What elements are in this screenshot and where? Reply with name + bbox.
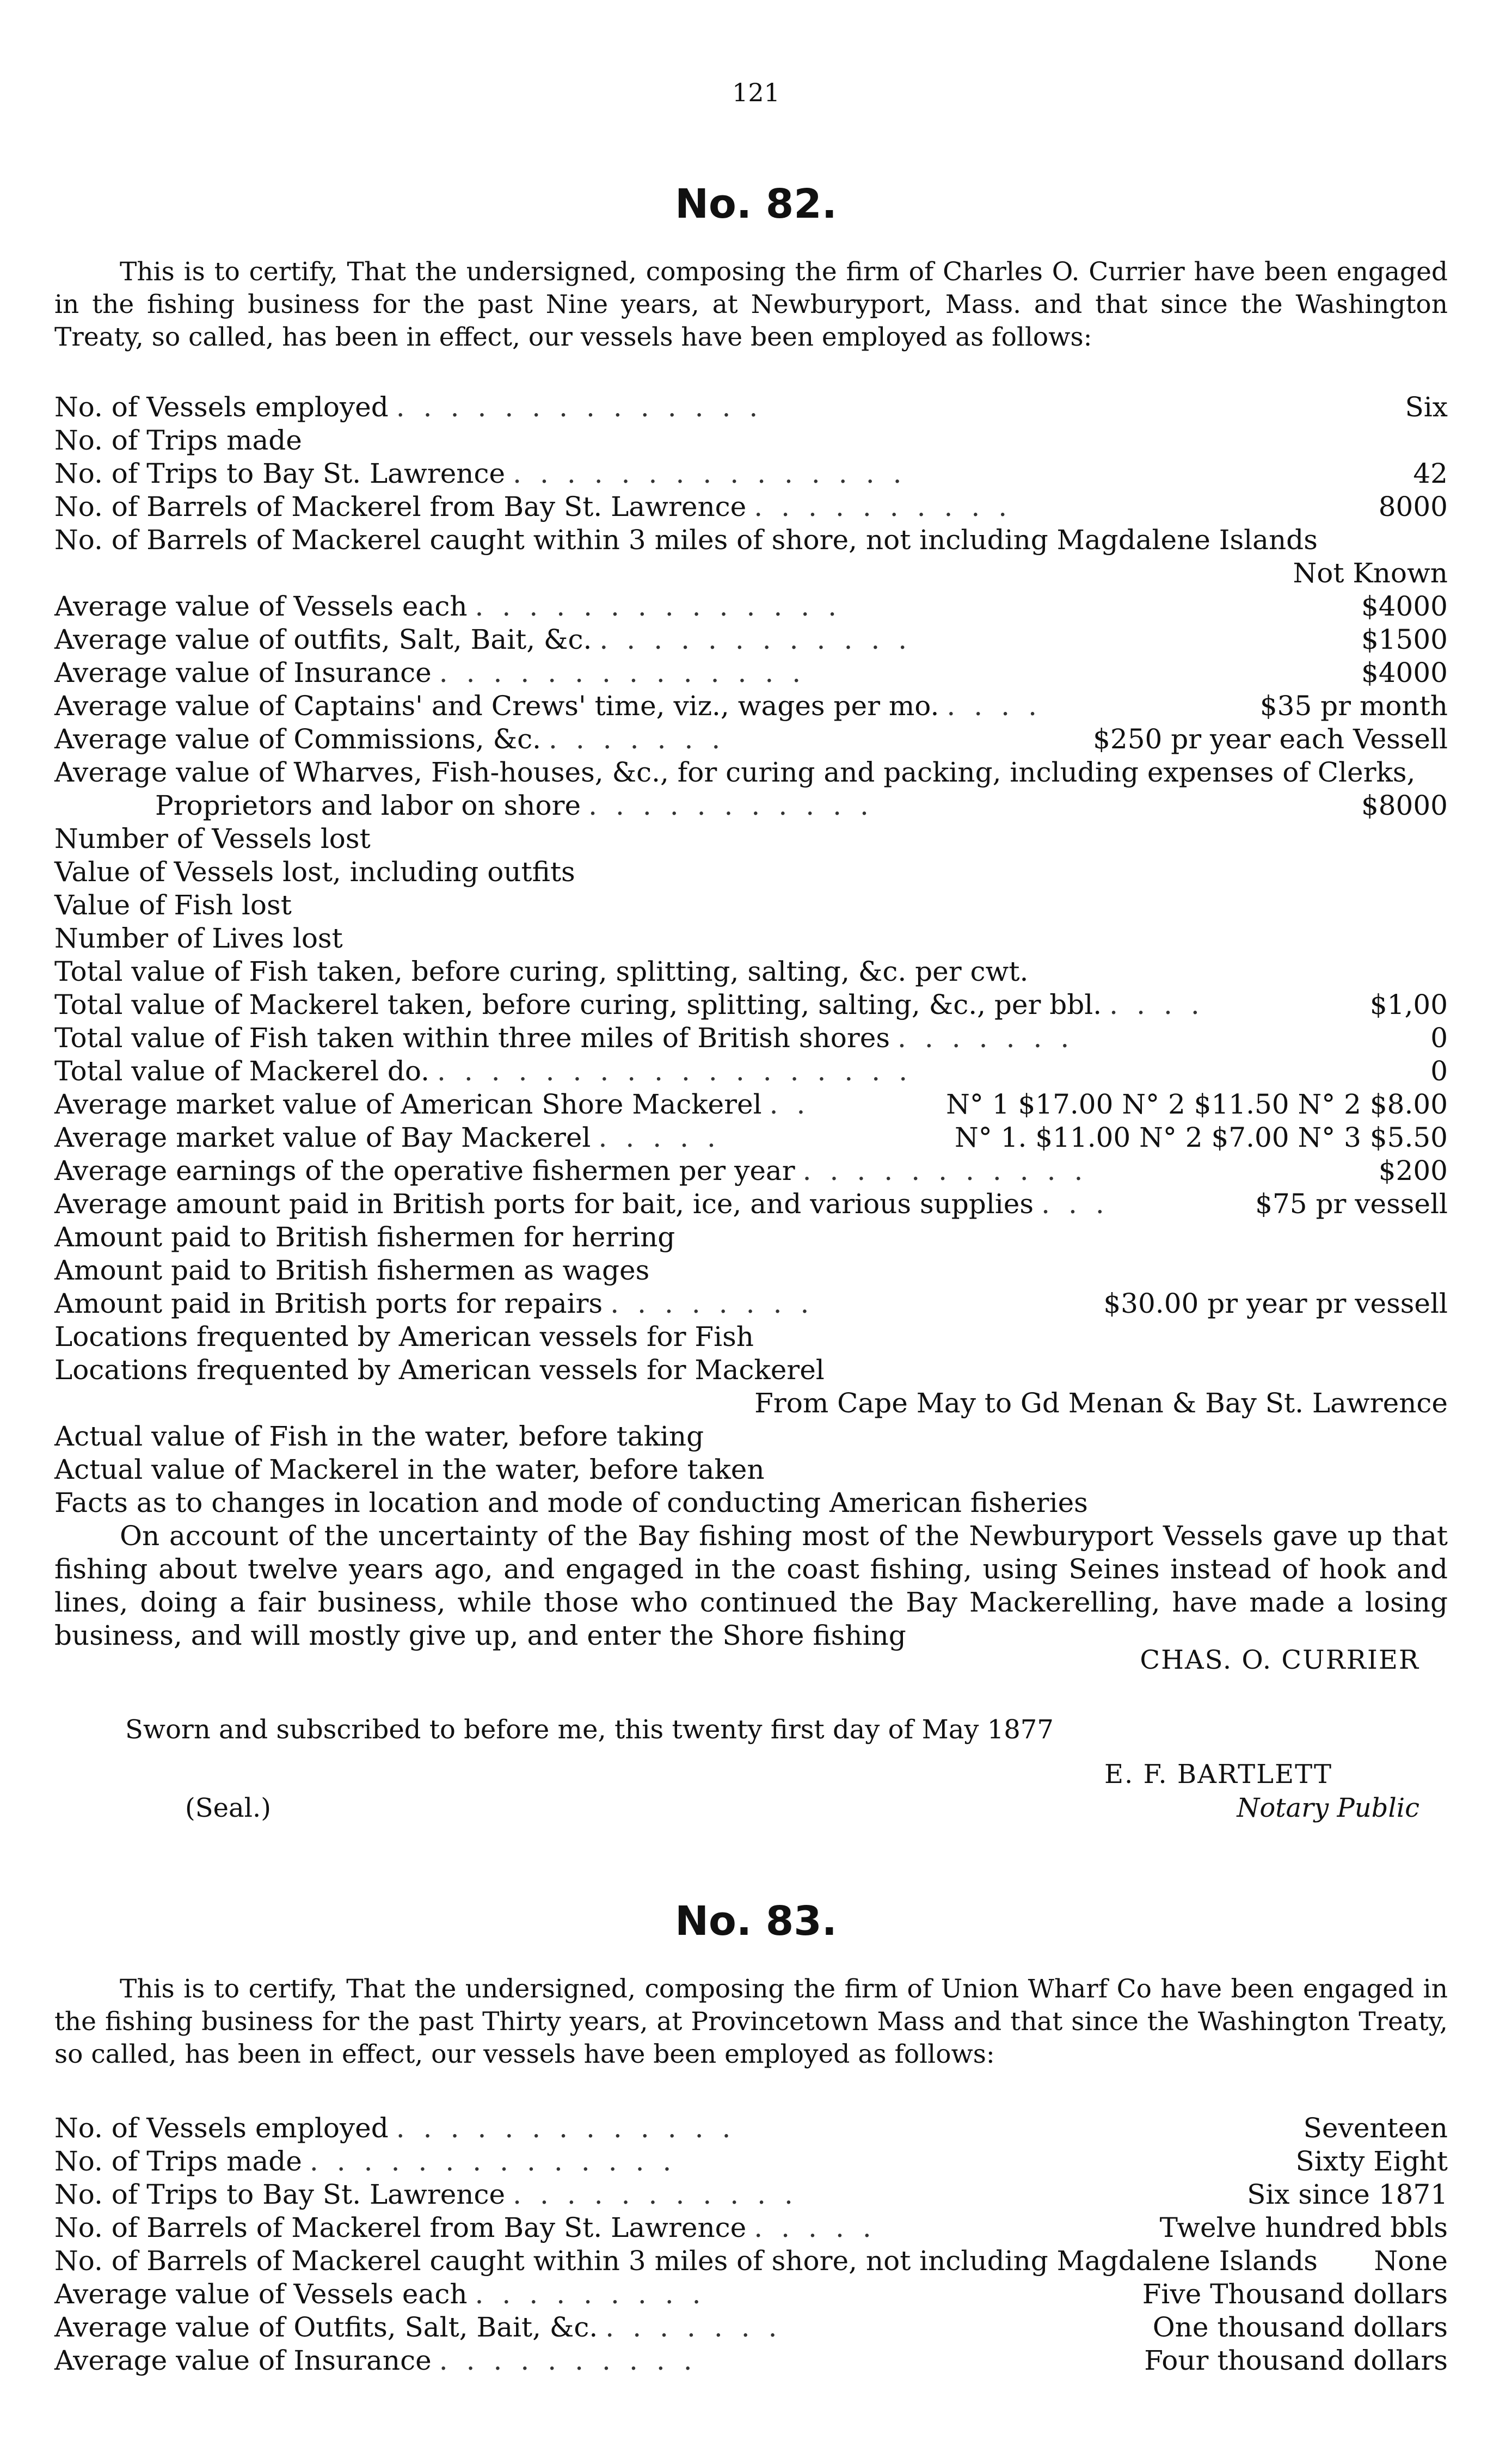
ledger-row: Value of Fish lost: [54, 889, 292, 921]
ledger-row: No. of Trips made .............. Sixty Eight: [54, 2145, 1448, 2177]
ledger-row: Average value of Vessels each .............. $4000: [54, 591, 1448, 622]
intro-paragraph-82: [54, 256, 1448, 354]
notary-title: Notary Public: [1237, 1793, 1419, 1823]
ledger-row: No. of Barrels of Mackerel caught within 3 miles of shore, not including Magdalene Islands None: [54, 2245, 1448, 2277]
ledger-row: Average value of Insurance .............. $4000: [54, 657, 1448, 688]
ledger-row: Average value of Wharves, Fish-houses, &c., for curing and packing, including expenses of Clerks,: [54, 757, 1416, 788]
ledger-row: Average value of outfits, Salt, Bait, &c. ............ $1500: [54, 624, 1448, 655]
ledger-row: Amount paid in British ports for repairs ........ $30.00 pr year pr vessell: [54, 1288, 1448, 1319]
ledger-row: Actual value of Fish in the water, before taking: [54, 1421, 704, 1452]
ledger-row: Locations frequented by American vessels for Mackerel: [54, 1354, 825, 1386]
ledger-83: [54, 2112, 1448, 2377]
ledger-row: No. of Trips made: [54, 425, 302, 456]
intro-text-82: This is to certify, That the undersigned, composing the firm of Charles O. Currier have been engaged in the fishing business for the past Nine years, at Newburyport, Mass. and that since the Washington Treaty, so called, has been in effect, our vessels have been employed as follows:: [54, 257, 1448, 352]
ledger-row: From Cape May to Gd Menan & Bay St. Lawrence: [754, 1387, 1448, 1419]
ledger-row: Amount paid to British fishermen as wages: [54, 1255, 650, 1286]
ledger-row: Amount paid to British fishermen for herring: [54, 1221, 675, 1253]
ledger-row: No. of Vessels employed ............. Seventeen: [54, 2112, 1448, 2144]
ledger-row: Average value of Commissions, &c. ....... $250 pr year each Vessell: [54, 723, 1448, 755]
ledger-row: Average amount paid in British ports for bait, ice, and various supplies ... $75 pr vessell: [54, 1188, 1448, 1220]
ledger-row: Locations frequented by American vessels for Fish: [54, 1321, 754, 1352]
ledger-row: Facts as to changes in location and mode of conducting American fisheries: [54, 1487, 1088, 1518]
facts-text: On account of the uncertainty of the Bay fishing most of the Newburyport Vessels gave up that fishing about twelve years ago, and engaged in the coast fishing, using Seines instead of hook and lines, doing a fair business, while those who continued the Bay Mackerelling, have made a losing business, and will mostly give up, and enter the Shore fishing: [54, 1520, 1448, 1651]
ledger-row: No. of Vessels employed .............. Six: [54, 391, 1448, 423]
section-heading-82: No. 82.: [675, 181, 837, 228]
ledger-row: Total value of Fish taken within three miles of British shores ....... 0: [54, 1022, 1448, 1054]
page-number: 121: [732, 78, 780, 107]
signer-name: CHAS. O. CURRIER: [1140, 1645, 1419, 1675]
ledger-row: No. of Trips to Bay St. Lawrence ........... Six since 1871: [54, 2179, 1448, 2210]
ledger-row: Actual value of Mackerel in the water, before taken: [54, 1454, 765, 1485]
seal-mark: (Seal.): [185, 1793, 271, 1823]
ledger-row: Value of Vessels lost, including outfits: [54, 856, 575, 888]
ledger-row: No. of Barrels of Mackerel caught within 3 miles of shore, not including Magdalene Islands: [54, 524, 1318, 556]
ledger-row: Average value of Captains' and Crews' time, viz., wages per mo. .... $35 pr month: [54, 690, 1448, 722]
sworn-statement: Sworn and subscribed to before me, this twenty first day of May 1877: [125, 1714, 1054, 1745]
ledger-row: Total value of Fish taken, before curing, splitting, salting, &c. per cwt.: [54, 956, 1029, 987]
ledger-row: No. of Barrels of Mackerel from Bay St. Lawrence .......... 8000: [54, 491, 1448, 522]
ledger-row: Average value of Outfits, Salt, Bait, &c. ....... One thousand dollars: [54, 2311, 1448, 2343]
ledger-row: Total value of Mackerel do. .................. 0: [54, 1055, 1448, 1087]
ledger-row: Average market value of Bay Mackerel ..... N° 1. $11.00 N° 2 $7.00 N° 3 $5.50: [54, 1122, 1448, 1153]
ledger-row: Average earnings of the operative fishermen per year ........... $200: [54, 1155, 1448, 1186]
ledger-row: Average market value of American Shore Mackerel .. N° 1 $17.00 N° 2 $11.50 N° 2 $8.00: [54, 1089, 1448, 1120]
ledger-row: No. of Barrels of Mackerel from Bay St. Lawrence ..... Twelve hundred bbls: [54, 2212, 1448, 2243]
ledger-row: Total value of Mackerel taken, before curing, splitting, salting, &c., per bbl. .... $1,00: [54, 989, 1448, 1020]
ledger-row: Average value of Vessels each ......... Five Thousand dollars: [54, 2278, 1448, 2310]
ledger-row: Number of Vessels lost: [54, 823, 371, 854]
section-heading-83: No. 83.: [675, 1898, 837, 1945]
ledger-row: Proprietors and labor on shore ........... $8000: [155, 790, 1448, 821]
notary-name: E. F. BARTLETT: [1104, 1759, 1332, 1790]
ledger-row: No. of Trips to Bay St. Lawrence ............... 42: [54, 458, 1448, 489]
intro-paragraph-83: [54, 1973, 1448, 2071]
intro-text-83: This is to certify, That the undersigned, composing the firm of Union Wharf Co have been engaged in the fishing business for the past Thirty years, at Provincetown Mass and that since the Washington Treaty, so called, has been in effect, our vessels have been employed as follows:: [54, 1974, 1448, 2069]
ledger-82: [54, 391, 1448, 1652]
ledger-row: Average value of Insurance .......... Four thousand dollars: [54, 2345, 1448, 2376]
ledger-row: Number of Lives lost: [54, 923, 343, 954]
facts-paragraph: [54, 1520, 1448, 1652]
ledger-row: Not Known: [1293, 557, 1448, 589]
